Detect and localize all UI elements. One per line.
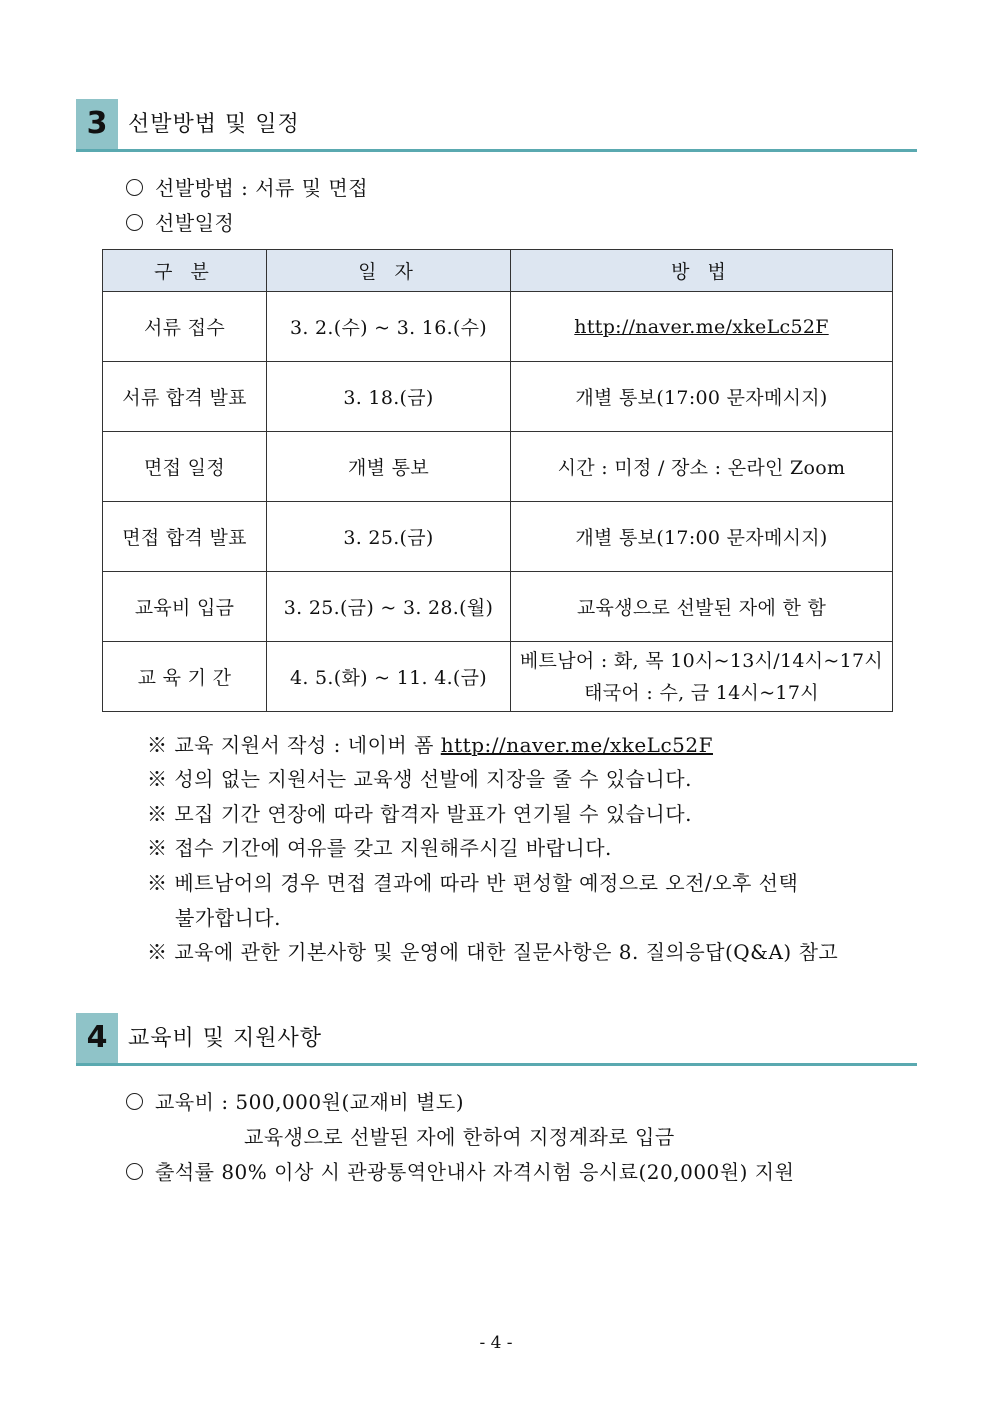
table-row [103, 362, 893, 432]
application-link[interactable]: http://naver.me/xkeLc52F [574, 315, 829, 338]
table-row [103, 572, 893, 642]
row-category: 면접 합격 발표 [103, 502, 267, 572]
row-method: 시간 : 미정 / 장소 : 온라인 Zoom [511, 432, 893, 502]
fee-sub-item: 교육생으로 선발된 자에 한하여 지정계좌로 입금 [244, 1125, 675, 1149]
schedule-table [102, 249, 893, 712]
row-method [511, 292, 893, 362]
row-category: 서류 접수 [103, 292, 267, 362]
row-category: 교육비 입금 [103, 572, 267, 642]
row-method: 개별 통보(17:00 문자메시지) [511, 362, 893, 432]
support-item: 출석률 80% 이상 시 관광통역안내사 자격시험 응시료(20,000원) 지원 [126, 1156, 794, 1185]
section-4-title: 교육비 및 지원사항 [128, 1026, 323, 1051]
note-application-form: ※ 교육 지원서 작성 : 네이버 폼 http://naver.me/xkeLc52F [147, 733, 713, 757]
section-4-number: 4 [76, 1013, 118, 1063]
row-date: 3. 18.(금) [267, 362, 511, 432]
table-header-row [103, 250, 893, 292]
row-date: 3. 25.(금) ~ 3. 28.(월) [267, 572, 511, 642]
section-4-header [76, 1013, 917, 1066]
row-method [511, 642, 893, 712]
page-number: - 4 - [479, 1333, 513, 1353]
selection-schedule-item: 선발일정 [126, 207, 234, 236]
section-3-header [76, 99, 917, 152]
row-method: 개별 통보(17:00 문자메시지) [511, 502, 893, 572]
note-early-apply: ※ 접수 기간에 여유를 갖고 지원해주시길 바랍니다. [147, 836, 612, 860]
selection-method-item: 선발방법 : 서류 및 면접 [126, 172, 368, 201]
row-date: 3. 2.(수) ~ 3. 16.(수) [267, 292, 511, 362]
circle-bullet-icon [126, 179, 143, 196]
note-vietnamese-class: ※ 베트남어의 경우 면접 결과에 따라 반 편성할 예정으로 오전/오후 선택 [147, 871, 799, 895]
header-category: 구 분 [103, 250, 267, 292]
row-date: 4. 5.(화) ~ 11. 4.(금) [267, 642, 511, 712]
row-method: 교육생으로 선발된 자에 한 함 [511, 572, 893, 642]
note-qa-reference: ※ 교육에 관한 기본사항 및 운영에 대한 질문사항은 8. 질의응답(Q&A) 참고 [147, 940, 839, 964]
form-link[interactable]: http://naver.me/xkeLc52F [440, 733, 713, 757]
circle-bullet-icon [126, 1163, 143, 1180]
section-3-title: 선발방법 및 일정 [128, 112, 300, 137]
note-sincerity: ※ 성의 없는 지원서는 교육생 선발에 지장을 줄 수 있습니다. [147, 767, 692, 791]
note-extension: ※ 모집 기간 연장에 따라 합격자 발표가 연기될 수 있습니다. [147, 802, 692, 826]
row-date: 개별 통보 [267, 432, 511, 502]
row-category: 교 육 기 간 [103, 642, 267, 712]
header-method: 방 법 [511, 250, 893, 292]
table-row [103, 432, 893, 502]
table-row [103, 642, 893, 712]
thai-schedule: 태국어 : 수, 금 14시~17시 [584, 681, 819, 704]
table-row [103, 292, 893, 362]
note-vietnamese-class-cont: 불가합니다. [175, 906, 281, 930]
vietnamese-schedule: 베트남어 : 화, 목 10시~13시/14시~17시 [519, 649, 884, 672]
row-category: 서류 합격 발표 [103, 362, 267, 432]
circle-bullet-icon [126, 214, 143, 231]
row-date: 3. 25.(금) [267, 502, 511, 572]
header-date: 일 자 [267, 250, 511, 292]
fee-item: 교육비 : 500,000원(교재비 별도) [126, 1086, 464, 1115]
circle-bullet-icon [126, 1093, 143, 1110]
row-category: 면접 일정 [103, 432, 267, 502]
section-3-number: 3 [76, 99, 118, 149]
table-row [103, 502, 893, 572]
